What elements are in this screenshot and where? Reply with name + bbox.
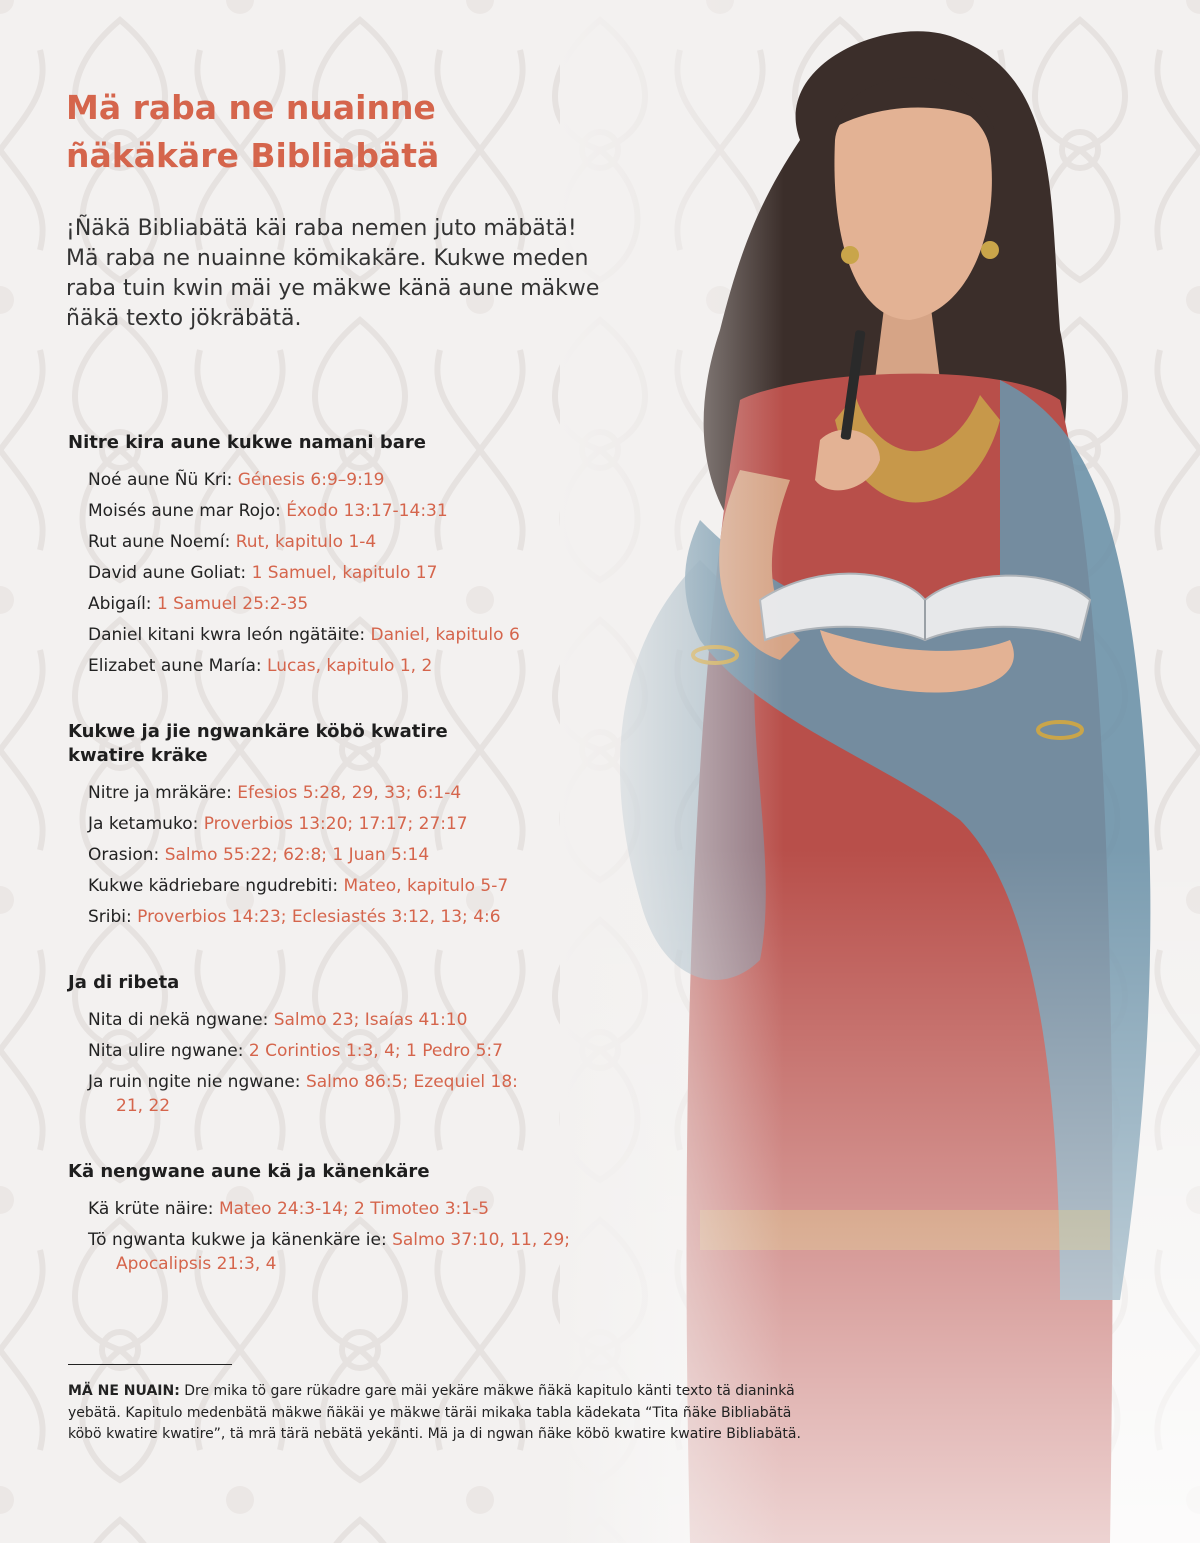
scripture-reference: Salmo 37:10, 11, 29; — [392, 1230, 570, 1250]
topic-label: Nitre ja mräkäre: — [88, 783, 232, 803]
topic-row — [88, 871, 628, 902]
topic-label: Ja ketamuko: — [88, 814, 199, 834]
topic-label: Abigaíl: — [88, 594, 152, 614]
intro-line: raba tuin kwin mäi ye mäkwe känä aune mäkwe — [66, 276, 600, 301]
topic-row — [88, 840, 628, 871]
topic-row — [88, 527, 628, 558]
topic-label: Kä krüte näire: — [88, 1199, 214, 1219]
section-daily-life — [68, 720, 628, 933]
scripture-reference: Proverbios 14:23; Eclesiastés 3:12, 13; 4:6 — [137, 907, 501, 927]
intro-line: ¡Ñäkä Bibliabätä käi raba nemen juto mäbätä! — [66, 216, 577, 241]
topic-row — [88, 1194, 628, 1225]
scripture-reference: Éxodo 13:17-14:31 — [286, 501, 448, 521]
topic-label: Elizabet aune María: — [88, 656, 262, 676]
section-heading — [68, 431, 628, 455]
section-people-and-events — [68, 431, 628, 682]
topic-label: Ja ruin ngite nie ngwane: — [88, 1072, 301, 1092]
scripture-reference: Lucas, kapitulo 1, 2 — [267, 656, 433, 676]
scripture-reference: Proverbios 13:20; 17:17; 27:17 — [203, 814, 468, 834]
scripture-reference: 1 Samuel 25:2-35 — [156, 594, 309, 614]
section-heading-line: Nitre kira aune kukwe namani bare — [68, 432, 426, 453]
topic-row — [88, 589, 628, 620]
topic-label: Nita ulire ngwane: — [88, 1041, 244, 1061]
scripture-reference: Daniel, kapitulo 6 — [370, 625, 520, 645]
footnote-line: köbö kwatire kwatire”, tä mrä tärä nebätä yekänti. Mä ja di ngwan ñäke köbö kwatire kwatire Bibliabätä. — [68, 1426, 801, 1442]
title-line: ñäkäkäre Bibliabätä — [66, 136, 440, 175]
topic-row — [88, 1036, 628, 1067]
topic-label: Nita di nekä ngwane: — [88, 1010, 269, 1030]
scripture-reference: Rut, kapitulo 1-4 — [235, 532, 377, 552]
topic-label: Moisés aune mar Rojo: — [88, 501, 281, 521]
section-heading — [68, 1160, 628, 1184]
intro-line: Mä raba ne nuainne kömikakäre. Kukwe meden — [66, 246, 589, 271]
section-help — [68, 971, 628, 1118]
scripture-reference-continued: Apocalipsis 21:3, 4 — [116, 1254, 277, 1274]
scripture-reference: Salmo 86:5; Ezequiel 18: — [305, 1072, 518, 1092]
scripture-reference: 2 Corintios 1:3, 4; 1 Pedro 5:7 — [248, 1041, 503, 1061]
topic-label: Orasion: — [88, 845, 160, 865]
topic-label: Sribi: — [88, 907, 132, 927]
topic-row — [88, 809, 628, 840]
section-heading — [68, 971, 628, 995]
footnote-line: yebätä. Kapitulo medenbätä mäkwe ñäkäi ye mäkwe täräi mikaka tabla kädekata “Tita ñäke Bibliabätä — [68, 1404, 792, 1421]
scripture-reference: Mateo, kapitulo 5-7 — [343, 876, 509, 896]
intro-paragraph — [66, 214, 666, 334]
topic-label: Rut aune Noemí: — [88, 532, 231, 552]
topic-row — [88, 1225, 628, 1276]
section-heading-line: kwatire kräke — [68, 745, 208, 766]
scripture-reference: Efesios 5:28, 29, 33; 6:1-4 — [237, 783, 462, 803]
section-heading-line: Kukwe ja jie ngwankäre köbö kwatire — [68, 721, 448, 742]
page-title — [66, 84, 439, 180]
scripture-reference: Mateo 24:3-14; 2 Timoteo 3:1-5 — [218, 1199, 490, 1219]
topic-row — [88, 778, 628, 809]
scripture-reference-continued: 21, 22 — [116, 1096, 171, 1116]
footnote-label: MÄ NE NUAIN: — [68, 1383, 180, 1399]
intro-line: ñäkä texto jökräbätä. — [66, 306, 302, 331]
scripture-reference: Salmo 55:22; 62:8; 1 Juan 5:14 — [164, 845, 430, 865]
footnote-line: Dre mika tö gare rükadre gare mäi yekäre mäkwe ñäkä kapitulo känti texto tä dianinkä — [184, 1383, 795, 1399]
topic-row — [88, 1005, 628, 1036]
scripture-reference: Salmo 23; Isaías 41:10 — [273, 1010, 468, 1030]
topic-label: Tö ngwanta kukwe ja känenkäre ie: — [88, 1230, 387, 1250]
section-heading-line: Kä nengwane aune kä ja känenkäre — [68, 1161, 430, 1182]
topic-label: Noé aune Ñü Kri: — [88, 470, 233, 490]
title-line: Mä raba ne nuainne — [66, 88, 436, 127]
scripture-reference: Génesis 6:9–9:19 — [237, 470, 385, 490]
topic-row — [88, 620, 628, 651]
topic-label: David aune Goliat: — [88, 563, 247, 583]
footnote — [68, 1381, 928, 1446]
topic-row — [88, 902, 628, 933]
section-heading — [68, 720, 628, 768]
topic-row — [88, 465, 628, 496]
section-future — [68, 1160, 628, 1276]
topic-row — [88, 496, 628, 527]
scripture-reference: 1 Samuel, kapitulo 17 — [251, 563, 438, 583]
topic-row — [88, 1067, 628, 1118]
topic-label: Daniel kitani kwra león ngätäite: — [88, 625, 366, 645]
topic-row — [88, 651, 628, 682]
topic-label: Kukwe kädriebare ngudrebiti: — [88, 876, 339, 896]
section-heading-line: Ja di ribeta — [68, 972, 180, 993]
topic-row — [88, 558, 628, 589]
footnote-divider — [68, 1364, 232, 1365]
